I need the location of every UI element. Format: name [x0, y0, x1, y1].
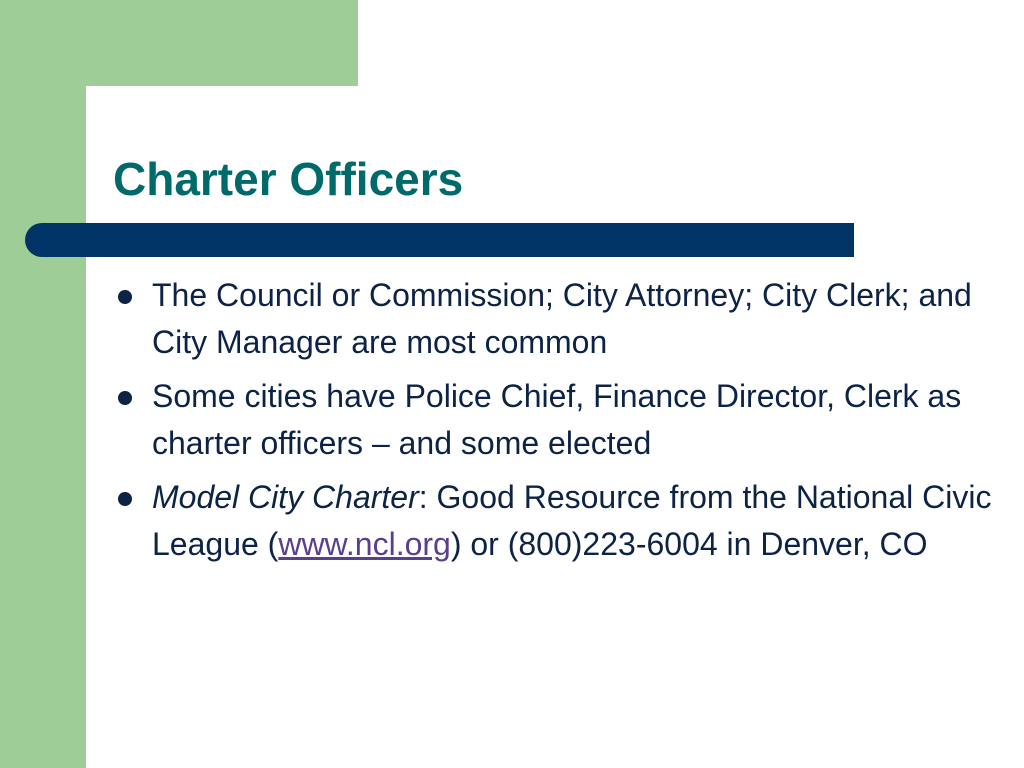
bullet-list: [114, 272, 994, 575]
bullet-item: [114, 474, 994, 568]
bullet-text: The Council or Commission; City Attorney; City Clerk; and City Manager are most common: [152, 277, 972, 360]
title-underline-bar: [25, 223, 854, 257]
bullet-text: Some cities have Police Chief, Finance Director, Clerk as charter officers – and some elected: [152, 378, 962, 461]
bullet-item: [114, 373, 994, 467]
bullet-icon: [118, 391, 132, 405]
green-accent-band-top: [0, 0, 358, 86]
bullet-item: [114, 272, 994, 366]
slide-title: Charter Officers: [113, 153, 464, 205]
bullet-icon: [118, 290, 132, 304]
bullet-icon: [118, 492, 132, 506]
bullet-text: ) or (800)223-6004 in Denver, CO: [450, 526, 928, 562]
bullet-text: : Good Resource from the National Civic League (: [152, 479, 992, 562]
ncl-website-link[interactable]: www.ncl.org: [278, 526, 451, 562]
green-accent-band-left: [0, 0, 86, 768]
publication-title: Model City Charter: [152, 479, 419, 515]
